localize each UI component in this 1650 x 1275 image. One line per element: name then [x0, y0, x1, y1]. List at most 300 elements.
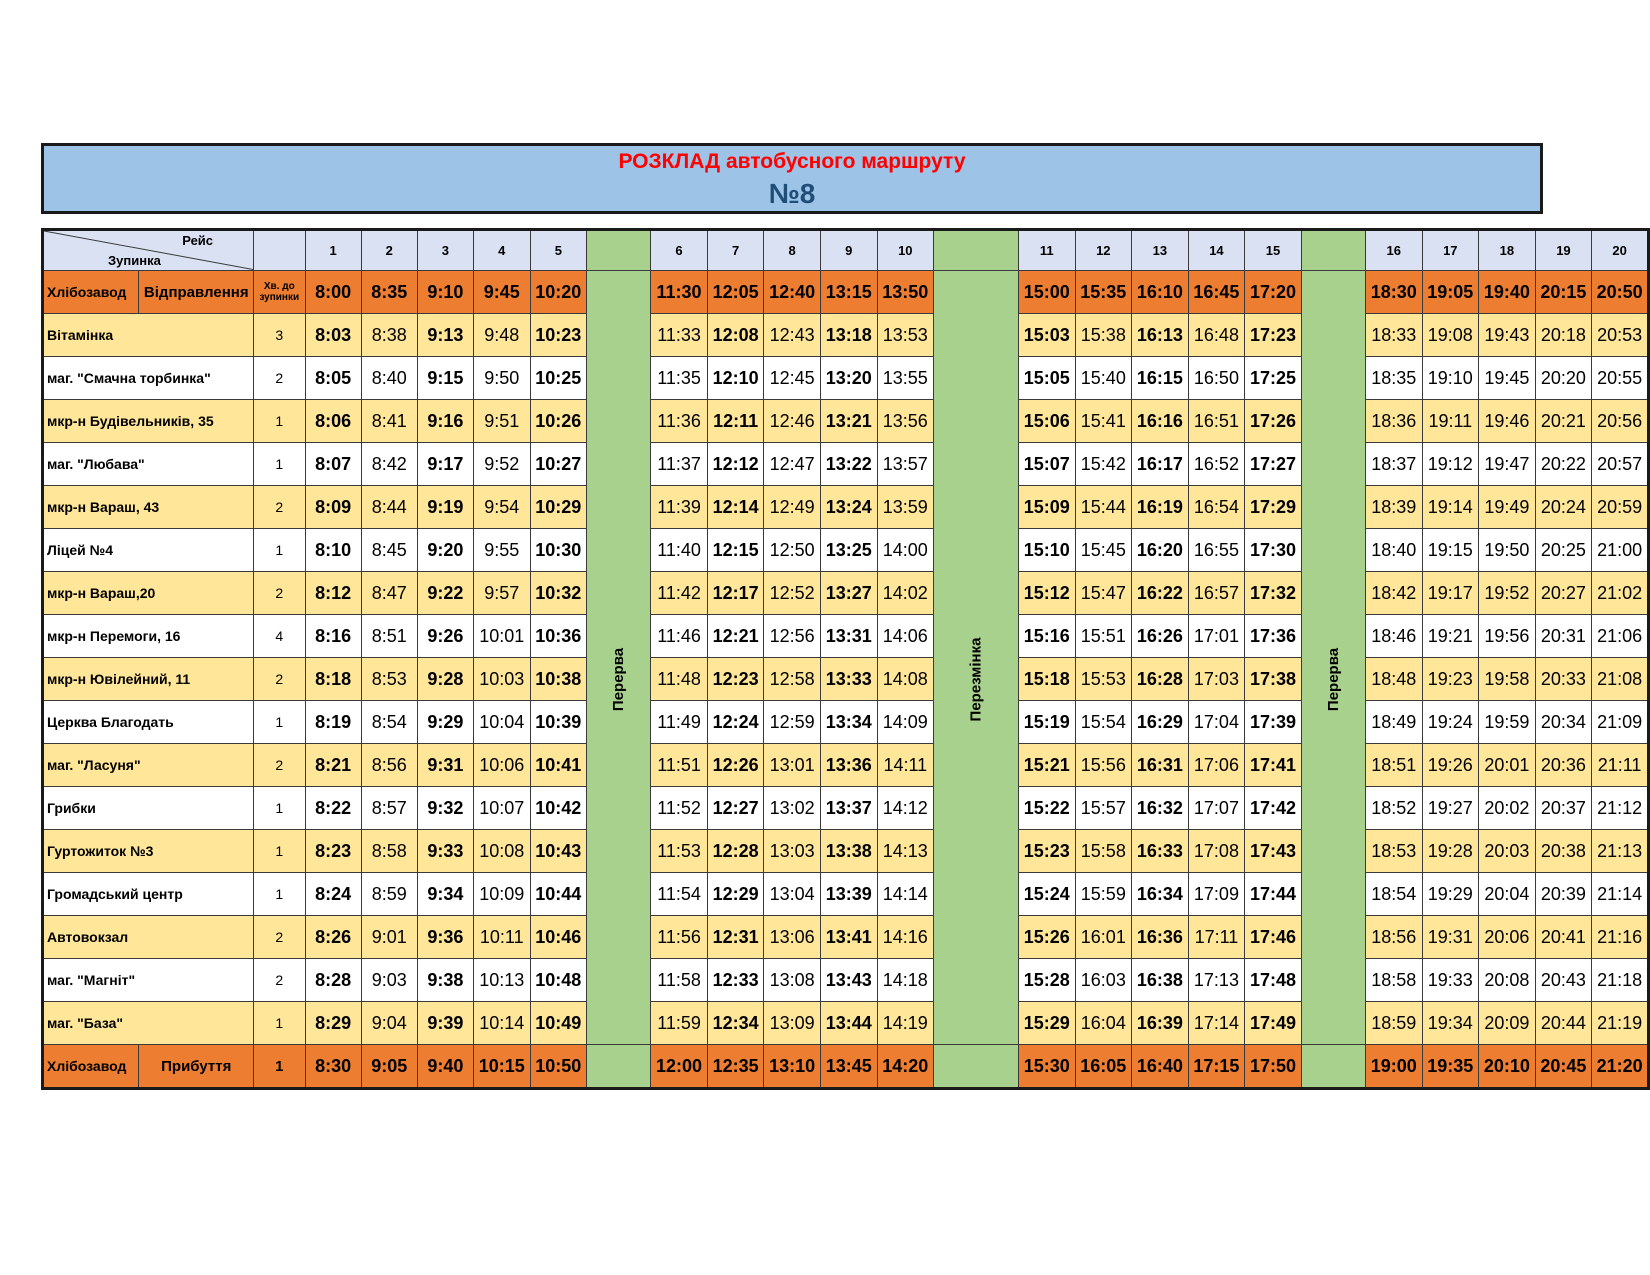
- break-column-1: [587, 314, 651, 1045]
- stop-row: [43, 357, 1649, 400]
- trip-time: 12:00: [651, 1045, 708, 1089]
- trip-time: 17:30: [1245, 529, 1302, 572]
- trip-time: 21:18: [1592, 959, 1649, 1002]
- trip-time: 15:09: [1018, 486, 1075, 529]
- stop-name: Автовокзал: [43, 916, 254, 959]
- trip-time: 9:28: [417, 658, 473, 701]
- stop-name: мкр-н Перемоги, 16: [43, 615, 254, 658]
- schedule-table: [41, 228, 1650, 1090]
- minutes-to-stop: 3: [254, 314, 306, 357]
- trip-time: 20:36: [1535, 744, 1592, 787]
- trip-time: 14:00: [877, 529, 934, 572]
- trip-time: 17:36: [1245, 615, 1302, 658]
- trip-time: 9:03: [361, 959, 417, 1002]
- trip-time: 9:48: [473, 314, 530, 357]
- break-column-cell: [587, 230, 651, 271]
- trip-time: 12:17: [707, 572, 764, 615]
- trip-time: 15:51: [1075, 615, 1132, 658]
- trip-time: 18:58: [1365, 959, 1422, 1002]
- trip-time: 12:58: [764, 658, 821, 701]
- trip-time: 11:59: [651, 1002, 708, 1045]
- trip-time: 18:46: [1365, 615, 1422, 658]
- trip-time: 20:22: [1535, 443, 1592, 486]
- trip-time: 10:20: [530, 271, 587, 314]
- trip-time: 21:13: [1592, 830, 1649, 873]
- trip-time: 11:33: [651, 314, 708, 357]
- stop-name: маг. "Ласуня": [43, 744, 254, 787]
- trip-time: 11:30: [651, 271, 708, 314]
- trip-time: 14:12: [877, 787, 934, 830]
- trip-time: 13:20: [820, 357, 877, 400]
- trip-time: 12:56: [764, 615, 821, 658]
- stop-name: Грибки: [43, 787, 254, 830]
- trip-time: 16:17: [1132, 443, 1189, 486]
- trip-time: 18:51: [1365, 744, 1422, 787]
- trip-time: 13:24: [820, 486, 877, 529]
- stop-row: [43, 916, 1649, 959]
- trip-time: 9:51: [473, 400, 530, 443]
- trip-time: 18:49: [1365, 701, 1422, 744]
- trip-time: 16:45: [1188, 271, 1245, 314]
- trip-time: 13:08: [764, 959, 821, 1002]
- trip-time: 10:11: [473, 916, 530, 959]
- trip-time: 20:43: [1535, 959, 1592, 1002]
- trip-time: 11:53: [651, 830, 708, 873]
- stop-row: [43, 830, 1649, 873]
- trip-time: 13:33: [820, 658, 877, 701]
- trip-time: 11:58: [651, 959, 708, 1002]
- trip-time: 10:25: [530, 357, 587, 400]
- departure-row: [43, 271, 1649, 314]
- minutes-to-stop: 2: [254, 916, 306, 959]
- trip-time: 9:39: [417, 1002, 473, 1045]
- trip-time: 13:31: [820, 615, 877, 658]
- stop-row: [43, 314, 1649, 357]
- trip-time: 18:35: [1365, 357, 1422, 400]
- trip-time: 19:12: [1422, 443, 1479, 486]
- trip-time: 9:13: [417, 314, 473, 357]
- trip-time: 17:42: [1245, 787, 1302, 830]
- trip-time: 17:14: [1188, 1002, 1245, 1045]
- trip-time: 8:24: [305, 873, 361, 916]
- trip-time: 20:18: [1535, 314, 1592, 357]
- trip-time: 8:00: [305, 271, 361, 314]
- minutes-to-stop: 1: [254, 830, 306, 873]
- trip-time: 10:13: [473, 959, 530, 1002]
- minutes-to-stop: 1: [254, 529, 306, 572]
- trip-time: 14:11: [877, 744, 934, 787]
- trip-time: 21:02: [1592, 572, 1649, 615]
- trip-time: 13:21: [820, 400, 877, 443]
- trip-time: 12:21: [707, 615, 764, 658]
- trip-time: 19:46: [1479, 400, 1536, 443]
- trip-time: 13:38: [820, 830, 877, 873]
- trip-time: 19:29: [1422, 873, 1479, 916]
- trip-time: 8:47: [361, 572, 417, 615]
- trip-time: 9:22: [417, 572, 473, 615]
- trip-time: 20:06: [1479, 916, 1536, 959]
- stop-row: [43, 443, 1649, 486]
- trip-time: 13:27: [820, 572, 877, 615]
- trip-time: 15:44: [1075, 486, 1132, 529]
- route-number: №8: [768, 178, 816, 209]
- break-column-cell: [934, 230, 1019, 271]
- trip-time: 13:45: [820, 1045, 877, 1089]
- trip-time: 10:38: [530, 658, 587, 701]
- trip-time: 10:29: [530, 486, 587, 529]
- stop-row: [43, 615, 1649, 658]
- trip-time: 15:21: [1018, 744, 1075, 787]
- trip-time: 8:57: [361, 787, 417, 830]
- trip-time: 14:16: [877, 916, 934, 959]
- trip-time: 9:34: [417, 873, 473, 916]
- trip-number: 6: [651, 230, 708, 271]
- trip-number: 17: [1422, 230, 1479, 271]
- stop-name: мкр-н Ювілейний, 11: [43, 658, 254, 701]
- trip-time: 11:56: [651, 916, 708, 959]
- trip-time: 19:26: [1422, 744, 1479, 787]
- minutes-to-stop: 2: [254, 572, 306, 615]
- trip-time: 17:49: [1245, 1002, 1302, 1045]
- trip-time: 9:05: [361, 1045, 417, 1089]
- trip-time: 16:50: [1188, 357, 1245, 400]
- trip-time: 16:38: [1132, 959, 1189, 1002]
- trip-time: 15:07: [1018, 443, 1075, 486]
- trip-time: 16:15: [1132, 357, 1189, 400]
- trip-time: 11:35: [651, 357, 708, 400]
- trip-number: 8: [764, 230, 821, 271]
- trip-time: 19:24: [1422, 701, 1479, 744]
- stop-name: маг. "Смачна торбинка": [43, 357, 254, 400]
- stop-name: Церква Благодать: [43, 701, 254, 744]
- trip-time: 19:00: [1365, 1045, 1422, 1089]
- trip-time: 13:50: [877, 271, 934, 314]
- trip-time: 20:37: [1535, 787, 1592, 830]
- trip-number: 4: [473, 230, 530, 271]
- trip-time: 19:15: [1422, 529, 1479, 572]
- trip-time: 16:54: [1188, 486, 1245, 529]
- minutes-to-stop: 1: [254, 873, 306, 916]
- trip-time: 10:09: [473, 873, 530, 916]
- trip-time: 14:18: [877, 959, 934, 1002]
- trip-time: 15:00: [1018, 271, 1075, 314]
- trip-time: 20:55: [1592, 357, 1649, 400]
- trip-time: 8:59: [361, 873, 417, 916]
- trip-time: 13:01: [764, 744, 821, 787]
- trip-time: 18:42: [1365, 572, 1422, 615]
- trip-time: 13:43: [820, 959, 877, 1002]
- trip-time: 10:48: [530, 959, 587, 1002]
- break-column-cell: [1301, 271, 1365, 314]
- trip-time: 9:52: [473, 443, 530, 486]
- trip-time: 12:34: [707, 1002, 764, 1045]
- minutes-to-stop: 1: [254, 701, 306, 744]
- trip-time: 11:36: [651, 400, 708, 443]
- trip-time: 16:03: [1075, 959, 1132, 1002]
- trip-time: 11:49: [651, 701, 708, 744]
- trip-time: 17:48: [1245, 959, 1302, 1002]
- trip-time: 12:59: [764, 701, 821, 744]
- stop-name: маг. "Любава": [43, 443, 254, 486]
- departure-label: Відправлення: [139, 271, 254, 314]
- trip-time: 8:30: [305, 1045, 361, 1089]
- trip-number: 18: [1479, 230, 1536, 271]
- trip-time: 16:52: [1188, 443, 1245, 486]
- trip-time: 13:59: [877, 486, 934, 529]
- trip-time: 17:01: [1188, 615, 1245, 658]
- trip-time: 18:59: [1365, 1002, 1422, 1045]
- trip-number: 16: [1365, 230, 1422, 271]
- trip-time: 12:27: [707, 787, 764, 830]
- trip-time: 17:32: [1245, 572, 1302, 615]
- trip-time: 14:08: [877, 658, 934, 701]
- trip-time: 18:52: [1365, 787, 1422, 830]
- trip-time: 20:33: [1535, 658, 1592, 701]
- trip-time: 8:51: [361, 615, 417, 658]
- trip-time: 12:35: [707, 1045, 764, 1089]
- trip-time: 16:04: [1075, 1002, 1132, 1045]
- trip-time: 17:20: [1245, 271, 1302, 314]
- trip-time: 18:36: [1365, 400, 1422, 443]
- trip-time: 17:38: [1245, 658, 1302, 701]
- trip-time: 18:40: [1365, 529, 1422, 572]
- trip-time: 10:23: [530, 314, 587, 357]
- trip-time: 15:06: [1018, 400, 1075, 443]
- trip-time: 12:33: [707, 959, 764, 1002]
- trip-time: 12:31: [707, 916, 764, 959]
- trip-time: 20:10: [1479, 1045, 1536, 1089]
- trip-time: 17:26: [1245, 400, 1302, 443]
- trip-time: 15:38: [1075, 314, 1132, 357]
- trip-time: 10:27: [530, 443, 587, 486]
- trip-number: 9: [820, 230, 877, 271]
- trip-header-label: Рейс: [182, 233, 214, 248]
- trip-time: 12:15: [707, 529, 764, 572]
- trip-time: 16:13: [1132, 314, 1189, 357]
- trip-time: 21:08: [1592, 658, 1649, 701]
- trip-time: 12:29: [707, 873, 764, 916]
- trip-time: 12:26: [707, 744, 764, 787]
- trip-time: 15:41: [1075, 400, 1132, 443]
- trip-time: 16:29: [1132, 701, 1189, 744]
- trip-time: 15:22: [1018, 787, 1075, 830]
- trip-number: 12: [1075, 230, 1132, 271]
- trip-time: 21:06: [1592, 615, 1649, 658]
- trip-time: 15:24: [1018, 873, 1075, 916]
- break-column-cell: [587, 271, 651, 314]
- trip-time: 9:36: [417, 916, 473, 959]
- trip-time: 9:57: [473, 572, 530, 615]
- stop-row: [43, 486, 1649, 529]
- terminal-stop-name: Хлібозавод: [43, 1045, 139, 1089]
- trip-time: 11:48: [651, 658, 708, 701]
- stop-name: мкр-н Вараш, 43: [43, 486, 254, 529]
- trip-time: 20:20: [1535, 357, 1592, 400]
- trip-time: 20:15: [1535, 271, 1592, 314]
- trip-time: 16:19: [1132, 486, 1189, 529]
- trip-time: 17:04: [1188, 701, 1245, 744]
- break-column-cell: [1301, 1045, 1365, 1089]
- trip-time: 20:04: [1479, 873, 1536, 916]
- trip-time: 17:09: [1188, 873, 1245, 916]
- stop-row: [43, 873, 1649, 916]
- trip-time: 21:09: [1592, 701, 1649, 744]
- trip-time: 8:22: [305, 787, 361, 830]
- trip-time: 10:41: [530, 744, 587, 787]
- trip-time: 19:47: [1479, 443, 1536, 486]
- trip-time: 13:56: [877, 400, 934, 443]
- trip-time: 13:03: [764, 830, 821, 873]
- trip-time: 8:42: [361, 443, 417, 486]
- stop-name: маг. "Магніт": [43, 959, 254, 1002]
- trip-time: 18:54: [1365, 873, 1422, 916]
- trip-time: 13:10: [764, 1045, 821, 1089]
- trip-time: 13:41: [820, 916, 877, 959]
- trip-time: 20:38: [1535, 830, 1592, 873]
- trip-time: 12:45: [764, 357, 821, 400]
- trip-time: 20:03: [1479, 830, 1536, 873]
- trip-time: 16:55: [1188, 529, 1245, 572]
- trip-time: 16:32: [1132, 787, 1189, 830]
- stop-name: мкр-н Вараш,20: [43, 572, 254, 615]
- trip-time: 15:56: [1075, 744, 1132, 787]
- trip-time: 13:15: [820, 271, 877, 314]
- trip-time: 16:22: [1132, 572, 1189, 615]
- trip-time: 15:59: [1075, 873, 1132, 916]
- trip-time: 10:08: [473, 830, 530, 873]
- trip-time: 8:54: [361, 701, 417, 744]
- trip-time: 19:23: [1422, 658, 1479, 701]
- trip-time: 16:36: [1132, 916, 1189, 959]
- trip-time: 13:44: [820, 1002, 877, 1045]
- trip-time: 10:49: [530, 1002, 587, 1045]
- stop-name: маг. "База": [43, 1002, 254, 1045]
- trip-time: 12:23: [707, 658, 764, 701]
- trip-time: 18:30: [1365, 271, 1422, 314]
- trip-time: 18:33: [1365, 314, 1422, 357]
- trip-time: 12:47: [764, 443, 821, 486]
- break-label: Перерва: [1324, 648, 1342, 712]
- trip-time: 16:51: [1188, 400, 1245, 443]
- trip-time: 13:57: [877, 443, 934, 486]
- trip-time: 9:55: [473, 529, 530, 572]
- trip-time: 17:46: [1245, 916, 1302, 959]
- break-column-cell: [934, 1045, 1019, 1089]
- trip-time: 9:40: [417, 1045, 473, 1089]
- minutes-to-stop: 1: [254, 787, 306, 830]
- trip-time: 20:27: [1535, 572, 1592, 615]
- trip-time: 17:41: [1245, 744, 1302, 787]
- trip-time: 8:28: [305, 959, 361, 1002]
- trip-time: 21:19: [1592, 1002, 1649, 1045]
- trip-time: 9:17: [417, 443, 473, 486]
- trip-time: 19:10: [1422, 357, 1479, 400]
- trip-time: 9:54: [473, 486, 530, 529]
- trip-time: 12:28: [707, 830, 764, 873]
- break-column-cell: [587, 1045, 651, 1089]
- trip-time: 13:09: [764, 1002, 821, 1045]
- trip-time: 21:16: [1592, 916, 1649, 959]
- trip-time: 9:33: [417, 830, 473, 873]
- trip-time: 10:01: [473, 615, 530, 658]
- trip-time: 8:21: [305, 744, 361, 787]
- trip-time: 8:07: [305, 443, 361, 486]
- trip-time: 15:26: [1018, 916, 1075, 959]
- trip-time: 12:46: [764, 400, 821, 443]
- trip-time: 20:09: [1479, 1002, 1536, 1045]
- trip-time: 10:42: [530, 787, 587, 830]
- stop-row: [43, 1002, 1649, 1045]
- trip-time: 20:45: [1535, 1045, 1592, 1089]
- trip-time: 21:12: [1592, 787, 1649, 830]
- trip-time: 19:59: [1479, 701, 1536, 744]
- trip-time: 18:48: [1365, 658, 1422, 701]
- trip-time: 12:43: [764, 314, 821, 357]
- minutes-to-stop: 2: [254, 744, 306, 787]
- trip-time: 10:39: [530, 701, 587, 744]
- trip-time: 16:26: [1132, 615, 1189, 658]
- trip-time: 20:56: [1592, 400, 1649, 443]
- minutes-to-stop: 1: [254, 400, 306, 443]
- trip-time: 9:04: [361, 1002, 417, 1045]
- trip-time: 10:03: [473, 658, 530, 701]
- trip-time: 17:44: [1245, 873, 1302, 916]
- trip-time: 17:15: [1188, 1045, 1245, 1089]
- break-label: Перезмінка: [967, 637, 985, 722]
- trip-time: 20:02: [1479, 787, 1536, 830]
- trip-time: 8:56: [361, 744, 417, 787]
- trip-number: 13: [1132, 230, 1189, 271]
- trip-time: 16:34: [1132, 873, 1189, 916]
- trip-time: 12:05: [707, 271, 764, 314]
- arrival-row: [43, 1045, 1649, 1089]
- terminal-stop-name: Хлібозавод: [43, 271, 139, 314]
- trip-time: 16:39: [1132, 1002, 1189, 1045]
- trip-time: 11:54: [651, 873, 708, 916]
- minutes-to-stop: 1: [254, 1045, 306, 1089]
- trip-time: 13:55: [877, 357, 934, 400]
- trip-time: 20:24: [1535, 486, 1592, 529]
- trip-time: 10:32: [530, 572, 587, 615]
- trip-time: 15:30: [1018, 1045, 1075, 1089]
- trip-time: 20:01: [1479, 744, 1536, 787]
- trip-time: 20:25: [1535, 529, 1592, 572]
- trip-number: 1: [305, 230, 361, 271]
- trip-time: 16:31: [1132, 744, 1189, 787]
- trip-time: 17:39: [1245, 701, 1302, 744]
- trip-time: 12:50: [764, 529, 821, 572]
- trip-time: 20:39: [1535, 873, 1592, 916]
- trip-time: 15:23: [1018, 830, 1075, 873]
- trip-time: 13:06: [764, 916, 821, 959]
- trip-time: 19:14: [1422, 486, 1479, 529]
- trip-time: 13:39: [820, 873, 877, 916]
- trip-time: 8:41: [361, 400, 417, 443]
- trip-time: 15:45: [1075, 529, 1132, 572]
- trip-time: 20:50: [1592, 271, 1649, 314]
- stop-name: Гуртожиток №3: [43, 830, 254, 873]
- trip-time: 16:16: [1132, 400, 1189, 443]
- trip-time: 9:26: [417, 615, 473, 658]
- stop-row: [43, 744, 1649, 787]
- trip-time: 21:14: [1592, 873, 1649, 916]
- trip-number: 2: [361, 230, 417, 271]
- trip-time: 8:10: [305, 529, 361, 572]
- trip-time: 10:06: [473, 744, 530, 787]
- trip-time: 13:02: [764, 787, 821, 830]
- trip-time: 8:05: [305, 357, 361, 400]
- trip-number: 10: [877, 230, 934, 271]
